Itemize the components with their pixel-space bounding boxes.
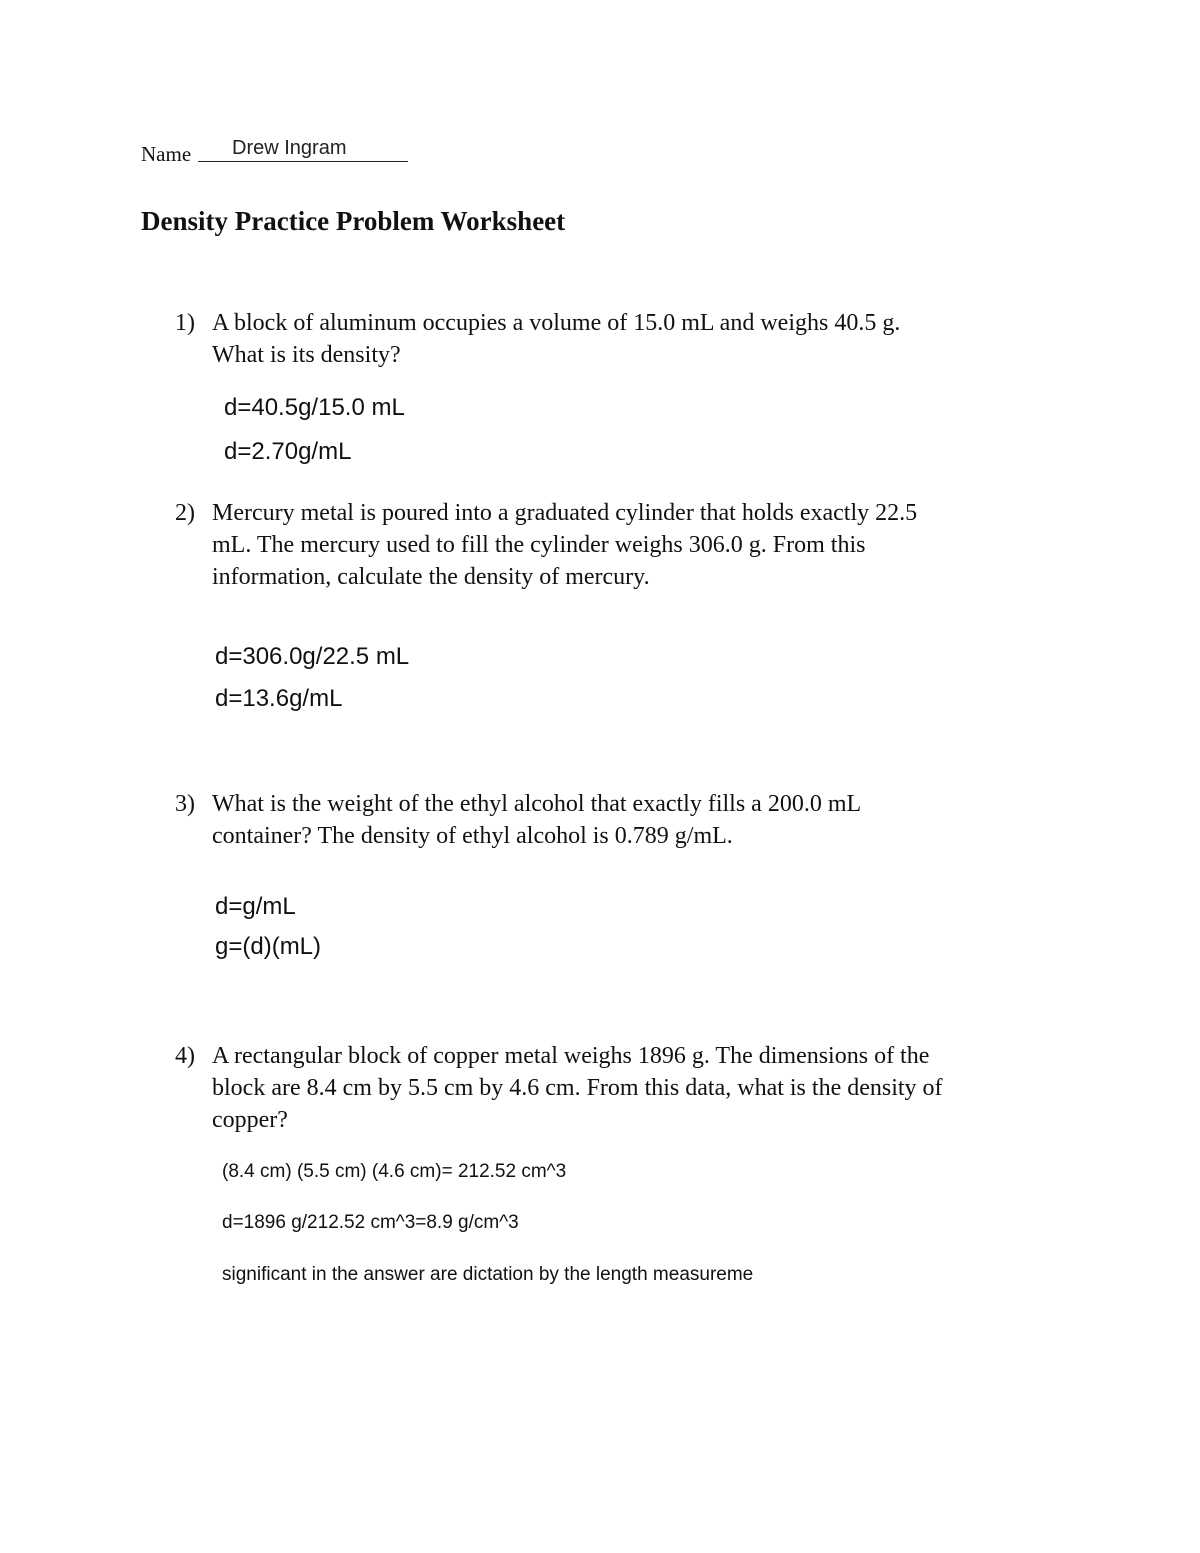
question-2-answer-1[interactable]: d=306.0g/22.5 mL bbox=[215, 643, 410, 670]
question-2-line-3: information, calculate the density of mercury. bbox=[212, 564, 650, 590]
question-1-line-2: What is its density? bbox=[212, 342, 401, 368]
question-4-line-3: copper? bbox=[212, 1107, 288, 1133]
page-title: Density Practice Problem Worksheet bbox=[141, 206, 566, 236]
name-value[interactable]: Drew Ingram bbox=[232, 137, 347, 159]
question-2-line-2: mL. The mercury used to fill the cylinder weighs 306.0 g. From this bbox=[212, 532, 866, 558]
question-2-line-1: Mercury metal is poured into a graduated cylinder that holds exactly 22.5 bbox=[212, 500, 918, 526]
question-1-answer-1[interactable]: d=40.5g/15.0 mL bbox=[224, 394, 405, 421]
question-3-line-1: What is the weight of the ethyl alcohol that exactly fills a 200.0 mL bbox=[212, 791, 862, 817]
question-2-answer-2[interactable]: d=13.6g/mL bbox=[215, 685, 343, 712]
question-4-answer-3[interactable]: significant in the answer are dictation by the length measureme bbox=[222, 1264, 754, 1285]
name-label: Name bbox=[141, 142, 192, 166]
question-3-answer-2[interactable]: g=(d)(mL) bbox=[215, 933, 322, 960]
question-4-line-1: A rectangular block of copper metal weighs 1896 g. The dimensions of the bbox=[212, 1043, 930, 1069]
question-1-number: 1) bbox=[175, 310, 195, 336]
question-4-answer-2[interactable]: d=1896 g/212.52 cm^3=8.9 g/cm^3 bbox=[222, 1212, 519, 1233]
question-4-number: 4) bbox=[175, 1043, 195, 1069]
question-3-answer-1[interactable]: d=g/mL bbox=[215, 893, 296, 920]
question-1-answer-2[interactable]: d=2.70g/mL bbox=[224, 438, 352, 465]
name-underline bbox=[198, 161, 408, 162]
question-3-line-2: container? The density of ethyl alcohol is 0.789 g/mL. bbox=[212, 823, 733, 849]
question-1-line-1: A block of aluminum occupies a volume of 15.0 mL and weighs 40.5 g. bbox=[212, 310, 901, 336]
question-4-line-2: block are 8.4 cm by 5.5 cm by 4.6 cm. From this data, what is the density of bbox=[212, 1075, 943, 1101]
question-3-number: 3) bbox=[175, 791, 195, 817]
question-4-answer-1[interactable]: (8.4 cm) (5.5 cm) (4.6 cm)= 212.52 cm^3 bbox=[222, 1161, 567, 1182]
question-2-number: 2) bbox=[175, 500, 195, 526]
